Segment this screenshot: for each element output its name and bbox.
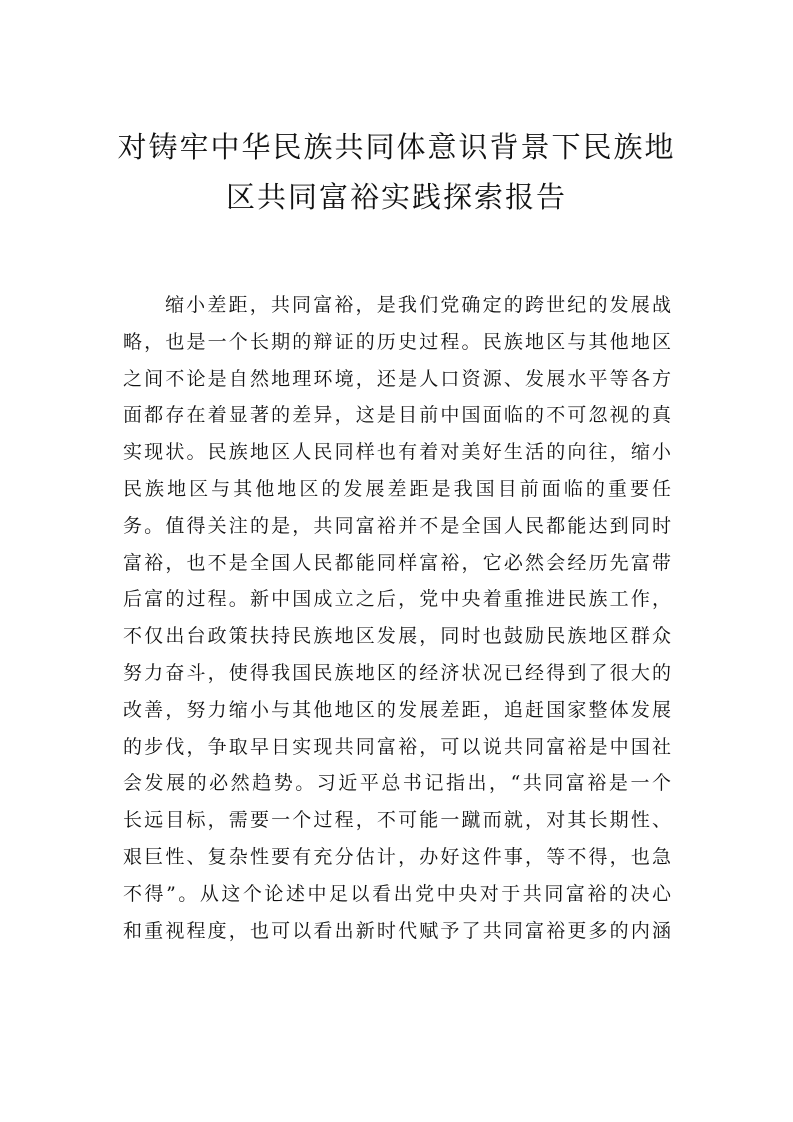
paragraph-line: 后富的过程。新中国成立之后，党中央着重推进民族工作， (123, 588, 671, 611)
title-line: 对铸牢中华民族共同体意识背景下民族地 (117, 130, 676, 164)
document-title (100, 122, 693, 222)
paragraph-line: 和重视程度，也可以看出新时代赋予了共同富裕更多的内涵 (123, 919, 671, 942)
paragraph-line: 实现状。民族地区人民同样也有着对美好生活的向往，缩小 (123, 441, 671, 464)
paragraph-line: 略，也是一个长期的辩证的历史过程。民族地区与其他地区 (123, 330, 671, 353)
paragraph-line: 之间不论是自然地理环境，还是人口资源、发展水平等各方 (123, 367, 671, 390)
paragraph-line: 长远目标，需要一个过程，不可能一蹴而就，对其长期性、 (123, 809, 671, 832)
paragraph-line: 面都存在着显著的差异，这是目前中国面临的不可忽视的真 (123, 404, 671, 427)
body-paragraph (123, 287, 671, 949)
paragraph-line: 艰巨性、复杂性要有充分估计，办好这件事，等不得，也急 (123, 845, 671, 868)
paragraph-line: 不得”。从这个论述中足以看出党中央对于共同富裕的决心 (123, 882, 671, 905)
paragraph-line: 务。值得关注的是，共同富裕并不是全国人民都能达到同时 (123, 514, 671, 537)
paragraph-line: 的步伐，争取早日实现共同富裕，可以说共同富裕是中国社 (123, 735, 671, 758)
paragraph-line: 缩小差距，共同富裕，是我们党确定的跨世纪的发展战 (165, 294, 671, 316)
paragraph-line: 改善，努力缩小与其他地区的发展差距，追赶国家整体发展 (123, 698, 671, 721)
paragraph-line: 民族地区与其他地区的发展差距是我国目前面临的重要任 (123, 477, 671, 500)
paragraph-line: 努力奋斗，使得我国民族地区的经济状况已经得到了很大的 (123, 661, 671, 684)
paragraph-line: 会发展的必然趋势。习近平总书记指出，“共同富裕是一个 (123, 772, 671, 795)
title-line: 区共同富裕实践探索报告 (225, 180, 567, 214)
paragraph-line: 富裕，也不是全国人民都能同样富裕，它必然会经历先富带 (123, 551, 671, 574)
paragraph-line: 不仅出台政策扶持民族地区发展，同时也鼓励民族地区群众 (123, 625, 671, 648)
